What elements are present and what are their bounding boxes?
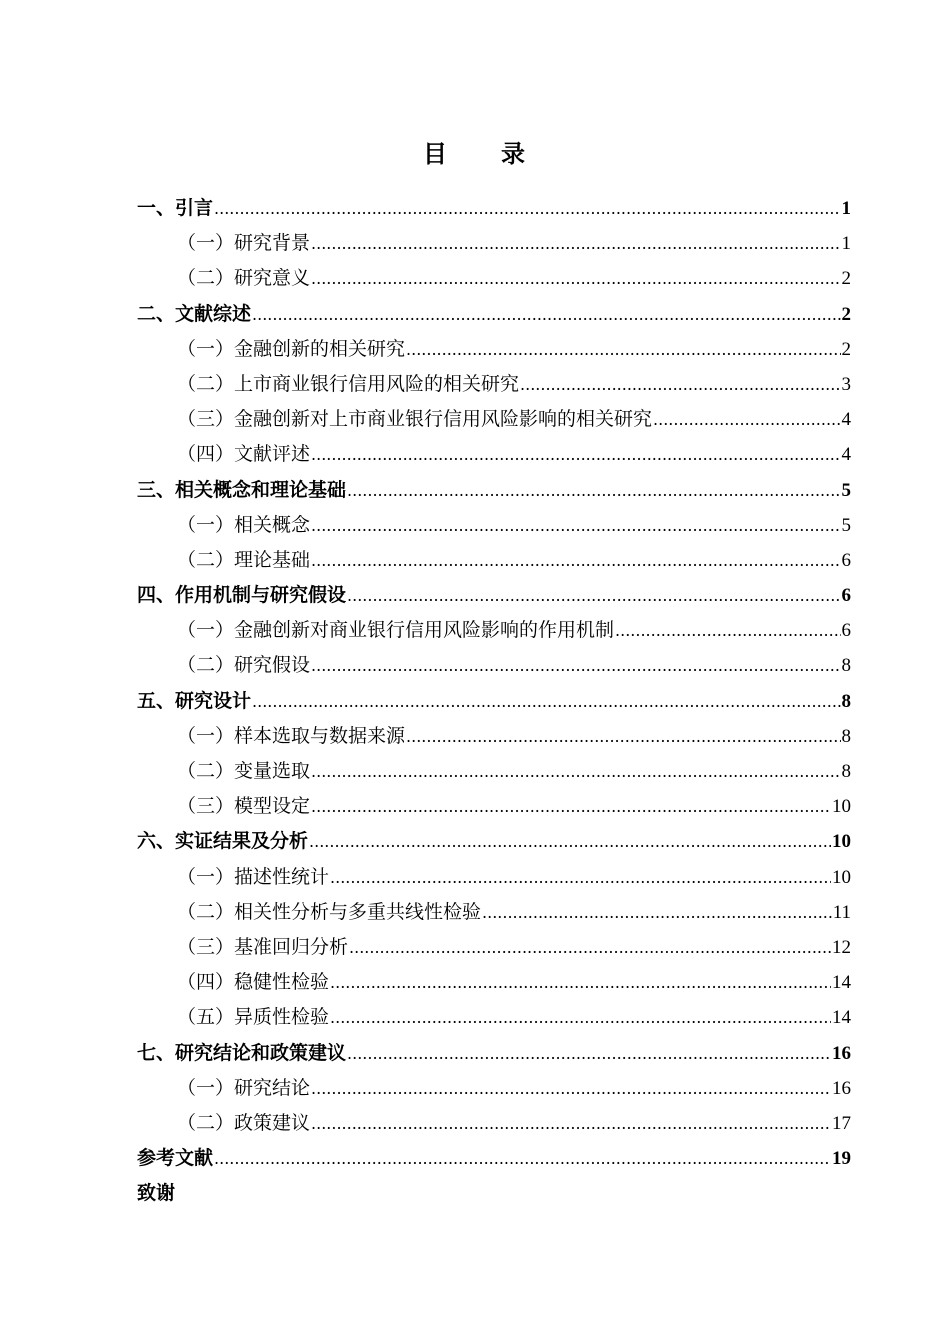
- toc-section-label: 实证结果及分析: [175, 830, 309, 853]
- toc-page-number: 10: [832, 831, 851, 853]
- toc-leader: [311, 261, 840, 296]
- toc-leader: [482, 895, 832, 930]
- toc-page-number: 17: [832, 1112, 851, 1134]
- toc-leader: [406, 719, 840, 754]
- toc-leader: [347, 473, 840, 508]
- toc-subsection-row[interactable]: [137, 261, 851, 296]
- toc-page-number: 3: [841, 373, 851, 395]
- toc-section-number: 一、: [137, 197, 176, 219]
- toc-subsection-row[interactable]: [137, 789, 851, 824]
- toc-leader: [311, 754, 840, 789]
- toc-page-number: 6: [841, 549, 851, 571]
- toc-leader: [311, 437, 840, 472]
- toc-leader: [347, 1036, 831, 1071]
- toc-leader: [330, 965, 831, 1000]
- toc-page-number: 2: [841, 338, 851, 360]
- toc-section-label: 致谢: [137, 1182, 176, 1205]
- toc-acknowledgements-row[interactable]: [137, 1176, 851, 1211]
- toc-section-row[interactable]: [137, 297, 851, 332]
- toc-page-number: 5: [841, 479, 851, 501]
- toc-leader: [520, 367, 840, 402]
- toc-page-number: 8: [841, 690, 851, 712]
- toc-section-label: 参考文献: [137, 1147, 214, 1170]
- toc-subsection-row[interactable]: [137, 543, 851, 578]
- toc-subsection-row[interactable]: [137, 965, 851, 1000]
- toc-page-number: 6: [841, 585, 851, 607]
- toc-section-row[interactable]: [137, 1036, 851, 1071]
- toc-subsection-label: （二）政策建议: [177, 1111, 311, 1134]
- toc-page-number: 10: [832, 796, 851, 818]
- toc-leader: [347, 578, 840, 613]
- toc-page-number: 16: [832, 1077, 851, 1099]
- toc-subsection-row[interactable]: [137, 1106, 851, 1141]
- toc-leader: [349, 930, 831, 965]
- toc-leader: [252, 297, 840, 332]
- toc-subsection-label: （三）基准回归分析: [177, 935, 349, 958]
- toc-references-row[interactable]: [137, 1141, 851, 1176]
- toc-page-number: 10: [832, 866, 851, 888]
- toc-subsection-row[interactable]: [137, 860, 851, 895]
- toc-subsection-label: （一）相关概念: [177, 513, 311, 536]
- toc-section-number: 二、: [137, 302, 176, 325]
- toc-section-label: 作用机制与研究假设: [175, 584, 347, 607]
- toc-leader: [311, 508, 840, 543]
- toc-section-label: 引言: [175, 197, 214, 219]
- toc-subsection-row[interactable]: [137, 402, 851, 437]
- toc-subsection-row[interactable]: [137, 648, 851, 683]
- toc-page-number: 4: [841, 409, 851, 431]
- toc-page-number: 2: [841, 268, 851, 290]
- toc-subsection-label: （三）模型设定: [177, 795, 311, 818]
- toc-subsection-label: （一）金融创新的相关研究: [177, 337, 406, 360]
- toc-section-label: 文献综述: [175, 302, 252, 325]
- toc-page-number: 19: [832, 1148, 851, 1170]
- toc-subsection-label: （三）金融创新对上市商业银行信用风险影响的相关研究: [177, 408, 653, 431]
- toc-leader: [330, 860, 831, 895]
- toc-subsection-label: （一）研究结论: [177, 1076, 311, 1099]
- toc-subsection-label: （二）研究假设: [177, 654, 311, 677]
- toc-section-row[interactable]: [137, 684, 851, 719]
- toc-subsection-row[interactable]: [137, 437, 851, 472]
- toc-section-number: 七、: [137, 1041, 176, 1064]
- toc-section-row[interactable]: [137, 191, 851, 226]
- toc-section-label: 研究设计: [175, 689, 252, 712]
- toc-subsection-row[interactable]: [137, 613, 851, 648]
- toc-leader: [653, 402, 840, 437]
- toc-subsection-label: （二）上市商业银行信用风险的相关研究: [177, 372, 520, 395]
- page-title: 目 录: [423, 140, 527, 168]
- toc-leader: [309, 824, 831, 859]
- toc-section-row[interactable]: [137, 578, 851, 613]
- toc-subsection-label: （四）文献评述: [177, 443, 311, 466]
- toc-section-number: 五、: [137, 689, 176, 712]
- toc-page-number: 8: [841, 655, 851, 677]
- toc-subsection-label: （二）研究意义: [177, 267, 311, 290]
- toc-leader: [214, 191, 840, 226]
- toc-page-number: 14: [832, 972, 851, 994]
- toc-subsection-label: （一）研究背景: [177, 232, 311, 255]
- toc-leader: [406, 332, 840, 367]
- toc-subsection-row[interactable]: [137, 895, 851, 930]
- toc-section-number: 四、: [137, 584, 176, 607]
- toc-subsection-label: （五）异质性检验: [177, 1006, 330, 1029]
- toc-subsection-row[interactable]: [137, 1000, 851, 1035]
- toc-page-number: 1: [841, 233, 851, 255]
- toc-subsection-label: （四）稳健性检验: [177, 971, 330, 994]
- toc-subsection-row[interactable]: [137, 226, 851, 261]
- toc-leader: [311, 789, 831, 824]
- toc-subsection-label: （一）样本选取与数据来源: [177, 724, 406, 747]
- toc-section-row[interactable]: [137, 824, 851, 859]
- toc-page-number: 8: [841, 725, 851, 747]
- toc-page-number: 14: [832, 1007, 851, 1029]
- toc-page-number: 6: [841, 620, 851, 642]
- toc-page-number: 2: [841, 303, 851, 325]
- toc-leader: [330, 1000, 831, 1035]
- toc-leader: [311, 648, 840, 683]
- toc-leader: [615, 613, 840, 648]
- toc-section-label: 相关概念和理论基础: [175, 478, 347, 501]
- toc-subsection-row[interactable]: [137, 367, 851, 402]
- toc-subsection-row[interactable]: [137, 1071, 851, 1106]
- toc-page-number: 11: [832, 901, 851, 923]
- toc-subsection-row[interactable]: [137, 508, 851, 543]
- toc-subsection-label: （一）金融创新对商业银行信用风险影响的作用机制: [177, 619, 615, 642]
- table-of-contents: [137, 191, 851, 1211]
- toc-page-number: 12: [832, 936, 851, 958]
- toc-subsection-label: （二）变量选取: [177, 760, 311, 782]
- toc-page-number: 1: [841, 198, 851, 219]
- toc-page-number: 4: [841, 444, 851, 466]
- toc-subsection-label: （二）相关性分析与多重共线性检验: [177, 900, 482, 923]
- toc-section-number: 六、: [137, 830, 176, 853]
- toc-subsection-label: （二）理论基础: [177, 548, 311, 571]
- toc-leader: [214, 1141, 831, 1176]
- toc-section-row[interactable]: [137, 473, 851, 508]
- toc-section-label: 研究结论和政策建议: [175, 1041, 347, 1064]
- toc-leader: [311, 1071, 831, 1106]
- toc-leader: [311, 543, 840, 578]
- toc-subsection-row[interactable]: [137, 754, 851, 789]
- toc-subsection-row[interactable]: [137, 332, 851, 367]
- toc-page-number: 16: [832, 1042, 851, 1064]
- toc-section-number: 三、: [137, 478, 176, 501]
- toc-subsection-label: （一）描述性统计: [177, 865, 330, 888]
- toc-leader: [311, 1106, 831, 1141]
- toc-page-number: 5: [841, 514, 851, 536]
- toc-page-number: 8: [841, 761, 851, 782]
- toc-leader: [252, 684, 840, 719]
- toc-subsection-row[interactable]: [137, 930, 851, 965]
- toc-leader: [311, 226, 840, 261]
- toc-subsection-row[interactable]: [137, 719, 851, 754]
